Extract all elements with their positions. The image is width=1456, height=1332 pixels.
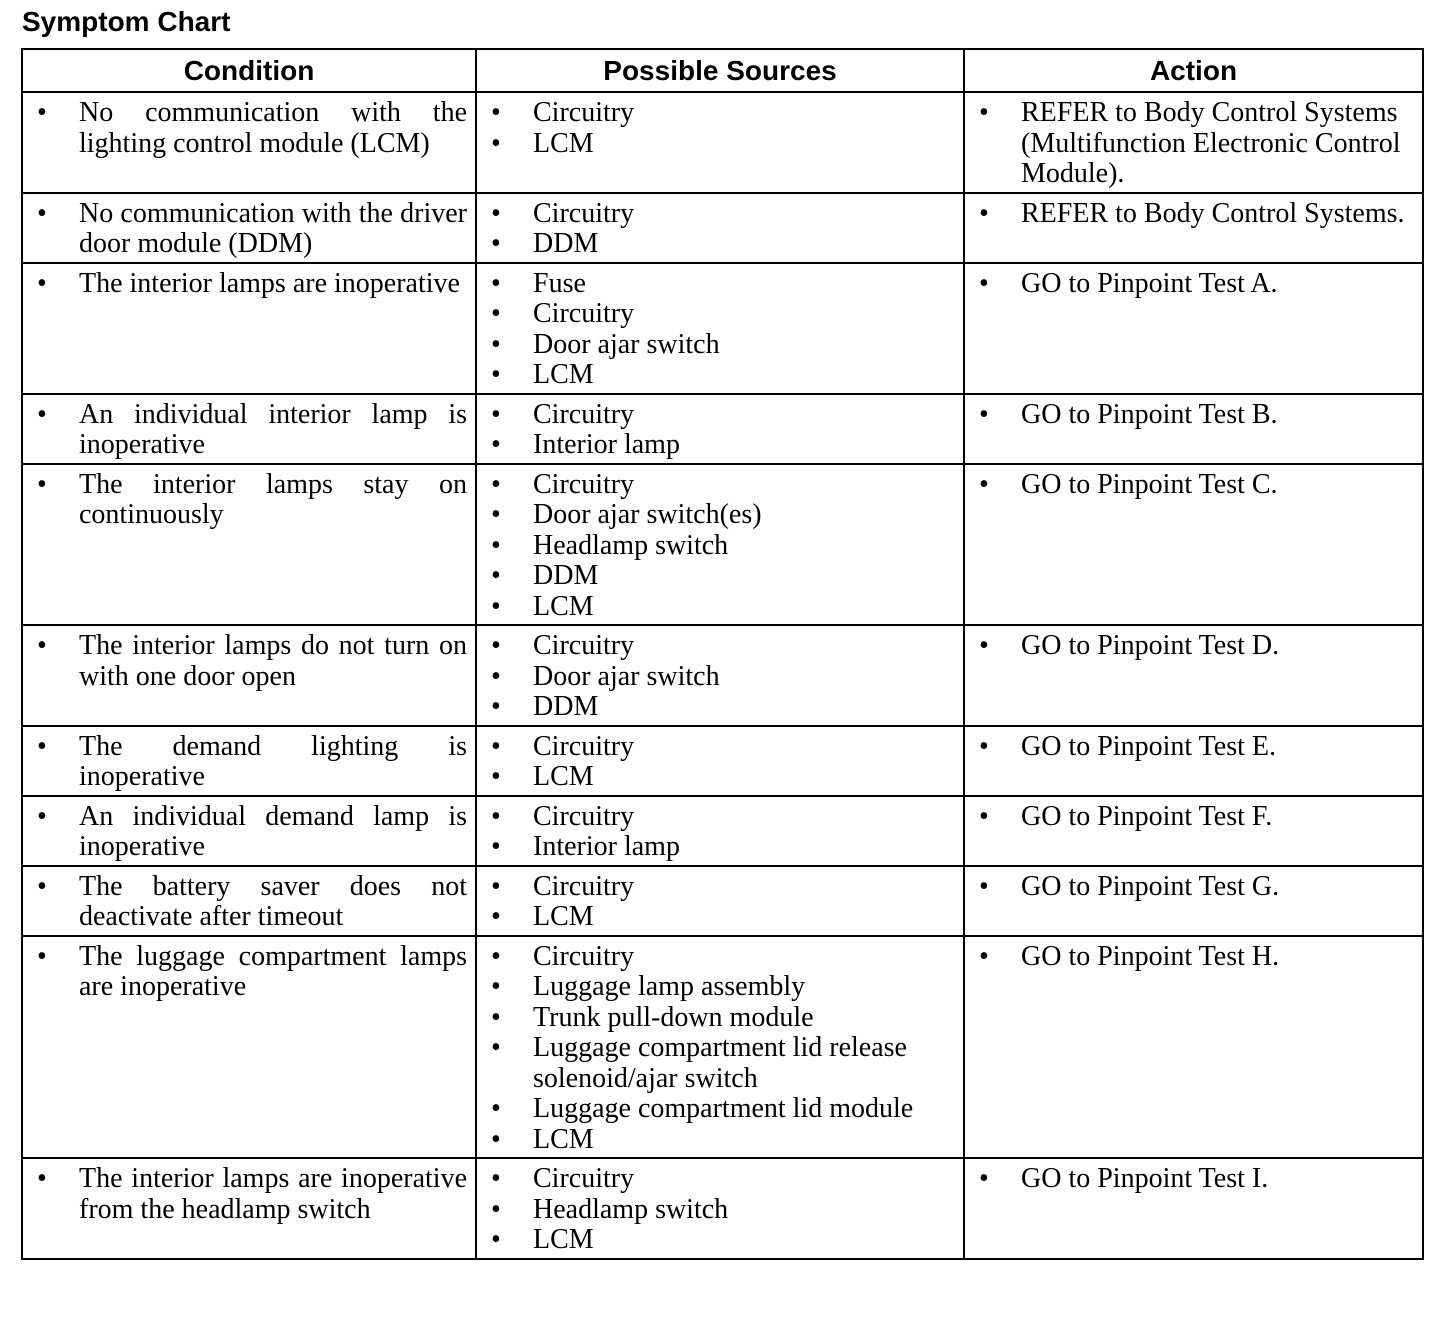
action-cell (964, 394, 1423, 464)
action-cell (964, 796, 1423, 866)
action-cell (964, 193, 1423, 263)
condition-text: • An individual interior lamp is inoperative (31, 400, 467, 461)
source-item: • Circuitry (485, 872, 955, 903)
table-row (22, 92, 1423, 193)
source-item: • Circuitry (485, 199, 955, 230)
source-item: • Interior lamp (485, 430, 955, 461)
action-text: • GO to Pinpoint Test A. (973, 269, 1414, 300)
source-item: • Headlamp switch (485, 1195, 955, 1226)
source-item: • Luggage compartment lid release solenoid/ajar switch (485, 1033, 955, 1094)
table-row (22, 726, 1423, 796)
condition-text: • The demand lighting is inoperative (31, 732, 467, 793)
action-cell (964, 866, 1423, 936)
condition-text: • No communication with the lighting control module (LCM) (31, 98, 467, 159)
symptom-chart-table (21, 48, 1424, 1260)
condition-cell (22, 625, 476, 726)
possible-sources-cell (476, 193, 964, 263)
condition-header: Condition (22, 49, 476, 92)
source-item: • Circuitry (485, 732, 955, 763)
condition-cell (22, 464, 476, 626)
source-item: • LCM (485, 1225, 955, 1256)
table-row (22, 866, 1423, 936)
action-text: • GO to Pinpoint Test C. (973, 470, 1414, 501)
source-item: • DDM (485, 692, 955, 723)
action-cell (964, 726, 1423, 796)
action-cell (964, 464, 1423, 626)
action-text: • GO to Pinpoint Test I. (973, 1164, 1414, 1195)
possible-sources-cell (476, 866, 964, 936)
condition-text: • The luggage compartment lamps are inoperative (31, 942, 467, 1003)
table-row (22, 193, 1423, 263)
source-item: • Fuse (485, 269, 955, 300)
condition-text: • No communication with the driver door module (DDM) (31, 199, 467, 260)
table-row (22, 796, 1423, 866)
action-cell (964, 92, 1423, 193)
action-text: • GO to Pinpoint Test G. (973, 872, 1414, 903)
action-text: • GO to Pinpoint Test E. (973, 732, 1414, 763)
source-item: • Headlamp switch (485, 531, 955, 562)
condition-text: • The interior lamps do not turn on with one door open (31, 631, 467, 692)
source-item: • Circuitry (485, 98, 955, 129)
condition-text: • An individual demand lamp is inoperative (31, 802, 467, 863)
source-item: • DDM (485, 561, 955, 592)
source-item: • Circuitry (485, 299, 955, 330)
header-row (22, 49, 1423, 92)
condition-cell (22, 796, 476, 866)
possible-sources-cell (476, 936, 964, 1159)
possible-sources-cell (476, 263, 964, 394)
possible-sources-cell (476, 726, 964, 796)
source-item: • Circuitry (485, 631, 955, 662)
possible-sources-cell (476, 1158, 964, 1259)
action-text: • GO to Pinpoint Test B. (973, 400, 1414, 431)
condition-cell (22, 1158, 476, 1259)
possible-sources-cell (476, 394, 964, 464)
possible-sources-cell (476, 796, 964, 866)
table-row (22, 936, 1423, 1159)
source-item: • Door ajar switch (485, 662, 955, 693)
source-item: • Trunk pull-down module (485, 1003, 955, 1034)
source-item: • Luggage compartment lid module (485, 1094, 955, 1125)
possible-sources-cell (476, 625, 964, 726)
condition-cell (22, 92, 476, 193)
possible-sources-cell (476, 92, 964, 193)
possible-sources-header: Possible Sources (476, 49, 964, 92)
table-row (22, 263, 1423, 394)
source-item: • Circuitry (485, 400, 955, 431)
condition-cell (22, 263, 476, 394)
source-item: • LCM (485, 360, 955, 391)
action-cell (964, 625, 1423, 726)
source-item: • Circuitry (485, 1164, 955, 1195)
source-item: • LCM (485, 129, 955, 160)
source-item: • LCM (485, 1125, 955, 1156)
source-item: • Interior lamp (485, 832, 955, 863)
table-row (22, 464, 1423, 626)
chart-body (22, 92, 1423, 1259)
condition-cell (22, 726, 476, 796)
action-cell (964, 263, 1423, 394)
source-item: • LCM (485, 592, 955, 623)
action-text: • REFER to Body Control Systems. (973, 199, 1414, 230)
source-item: • DDM (485, 229, 955, 260)
source-item: • Door ajar switch(es) (485, 500, 955, 531)
action-text: • GO to Pinpoint Test F. (973, 802, 1414, 833)
condition-text: • The interior lamps are inoperative (31, 269, 467, 300)
possible-sources-cell (476, 464, 964, 626)
condition-cell (22, 394, 476, 464)
source-item: • Circuitry (485, 802, 955, 833)
action-text: • GO to Pinpoint Test D. (973, 631, 1414, 662)
table-row (22, 625, 1423, 726)
action-cell (964, 936, 1423, 1159)
source-item: • Circuitry (485, 470, 955, 501)
condition-text: • The interior lamps are inoperative from the headlamp switch (31, 1164, 467, 1225)
page-title: Symptom Chart (22, 6, 231, 37)
condition-text: • The battery saver does not deactivate after timeout (31, 872, 467, 933)
source-item: • Luggage lamp assembly (485, 972, 955, 1003)
source-item: • LCM (485, 762, 955, 793)
table-row (22, 1158, 1423, 1259)
condition-cell (22, 866, 476, 936)
table-row (22, 394, 1423, 464)
condition-cell (22, 936, 476, 1159)
source-item: • Door ajar switch (485, 330, 955, 361)
source-item: • LCM (485, 902, 955, 933)
condition-cell (22, 193, 476, 263)
action-text: • REFER to Body Control Systems (Multifunction Electronic Control Module). (973, 98, 1414, 190)
action-cell (964, 1158, 1423, 1259)
action-text: • GO to Pinpoint Test H. (973, 942, 1414, 973)
action-header: Action (964, 49, 1423, 92)
condition-text: • The interior lamps stay on continuously (31, 470, 467, 531)
source-item: • Circuitry (485, 942, 955, 973)
